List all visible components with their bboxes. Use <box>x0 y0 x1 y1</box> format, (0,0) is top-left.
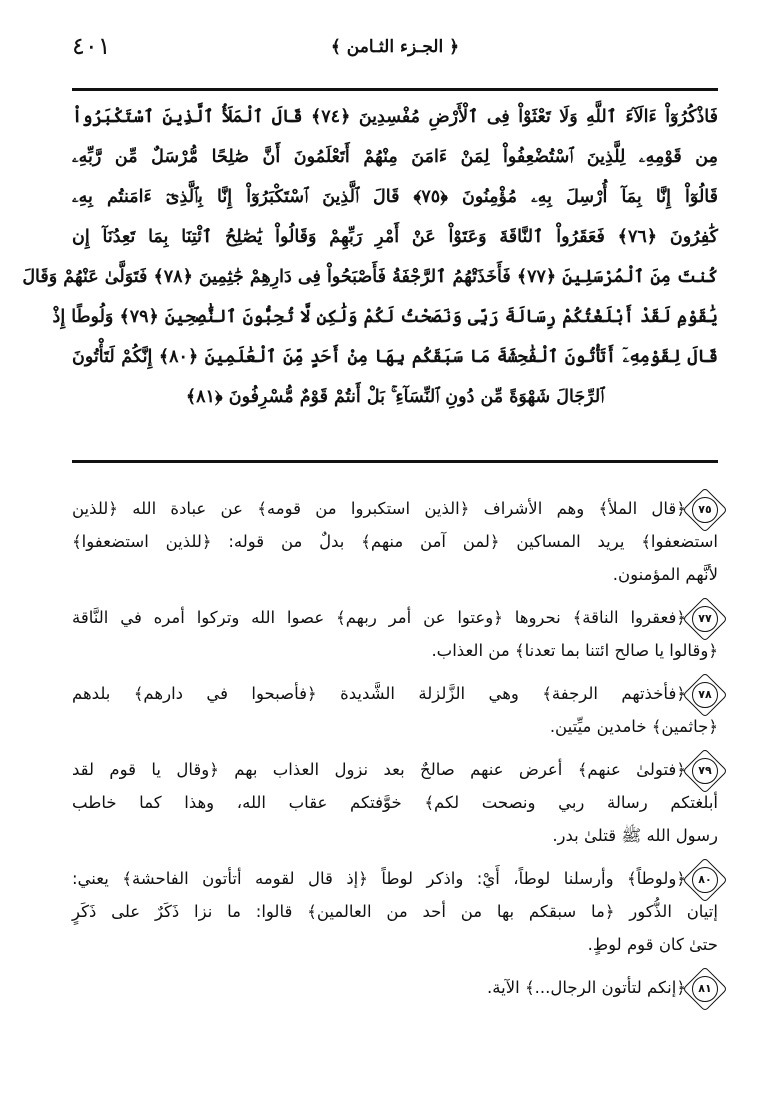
commentary-block <box>72 492 718 1014</box>
commentary-line: أبلغتكم رسالة ربي ونصحت لكم﴾ خوَّفتكم عقاب الله، وهذا كما خاطب <box>72 793 718 812</box>
verse-number-badge: ٨٠ <box>692 867 718 893</box>
top-divider <box>72 88 718 91</box>
quran-line: كَٰفِرُونَ ﴿٧٦﴾ فَعَقَرُواْ ٱلنَّاقَةَ وَعَتَوْاْ عَنْ أَمْرِ رَبِّهِمْ وَقَالُواْ يَٰصَٰلِحُ ٱئْتِنَا بِمَا تَعِدُنَآ إِن <box>72 227 718 247</box>
verse-number-badge: ٨١ <box>692 976 718 1002</box>
quran-line: ٱلرِّجَالَ شَهْوَةً مِّن دُونِ ٱلنِّسَآءِ ۚ بَلْ أَنتُمْ قَوْمٌ مُّسْرِفُونَ ﴿٨١﴾ <box>185 387 605 407</box>
quran-line: فَاذْكُرُوٓاْ ءَالَآءَ ٱللَّهِ وَلَا تَعْثَوْاْ فِى ٱلْأَرْضِ مُفْسِدِينَ ﴿٧٤﴾ قَالَ ٱلْمَلَأُ ٱلَّذِينَ ٱسْتَكْبَرُواْ <box>72 107 718 127</box>
verse-number-badge: ٧٧ <box>692 606 718 632</box>
commentary-line <box>72 971 718 1004</box>
quran-line: مِن قَوْمِهِۦ لِلَّذِينَ ٱسْتُضْعِفُواْ لِمَنْ ءَامَنَ مِنْهُمْ أَتَعْلَمُونَ أَنَّ صَٰلِحًا مُّرْسَلٌ مِّن رَّبِّهِۦ <box>72 147 718 167</box>
commentary-line <box>72 862 718 895</box>
quran-line: قَالَ لِقَوْمِهِۦٓ أَتَأْتُونَ ٱلْفَٰحِشَةَ مَا سَبَقَكُم بِهَا مِنْ أَحَدٍ مِّنَ ٱلْعَٰلَمِينَ ﴿٨٠﴾ إِنَّكُمْ لَتَأْتُونَ <box>72 347 718 367</box>
commentary-line: رسول الله ﷺ قتلىٰ بدر. <box>552 826 718 845</box>
commentary-line: لأنَّهم المؤمنون. <box>612 565 718 584</box>
commentary-line: ﴿جاثمين﴾ خامدين ميِّتين. <box>549 717 718 736</box>
commentary-text: ﴿فتولىٰ عنهم﴾ أعرض عنهم صالحٌ بعد نزول العذاب بهم ﴿وقال يا قوم لقد <box>72 760 686 779</box>
verse-number-badge: ٧٨ <box>692 682 718 708</box>
verse-number-badge: ٧٥ <box>692 497 718 523</box>
quran-text-block <box>22 97 718 417</box>
page-number: ٤٠١ <box>72 32 111 60</box>
commentary-line <box>72 492 718 525</box>
commentary-entry <box>72 677 718 743</box>
commentary-text: ﴿إنكم لتأتون الرجال...﴾ الآية. <box>487 978 686 997</box>
quran-line: قَالُوٓاْ إِنَّا بِمَآ أُرْسِلَ بِهِۦ مُؤْمِنُونَ ﴿٧٥﴾ قَالَ ٱلَّذِينَ ٱسْتَكْبَرُوٓاْ إِنَّا بِٱلَّذِىٓ ءَامَنتُم بِهِۦ <box>72 187 718 207</box>
commentary-text: ﴿قال الملأ﴾ وهم الأشراف ﴿الذين استكبروا من قومه﴾ عن عبادة الله ﴿للذين <box>72 499 686 518</box>
commentary-entry <box>72 862 718 961</box>
commentary-line <box>72 677 718 710</box>
quran-line: يَٰقَوْمِ لَقَدْ أَبْلَغْتُكُمْ رِسَالَةَ رَبِّى وَنَصَحْتُ لَكُمْ وَلَٰكِن لَّا تُحِبُّونَ ٱلنَّٰصِحِينَ ﴿٧٩﴾ وَلُوطًا إِذْ <box>52 307 718 327</box>
commentary-text: ﴿ولوطاً﴾ وأرسلنا لوطاً، أَيْ: واذكر لوطاً ﴿إذ قال لقومه أتأتون الفاحشة﴾ يعني: <box>72 869 686 888</box>
verse-number-badge: ٧٩ <box>692 758 718 784</box>
commentary-line: استضعفوا﴾ يريد المساكين ﴿لمن آمن منهم﴾ بدلٌ من قوله: ﴿للذين استضعفوا﴾ <box>72 532 718 551</box>
commentary-line: ﴿وقالوا يا صالح ائتنا بما تعدنا﴾ من العذاب. <box>431 641 718 660</box>
middle-divider <box>72 460 718 463</box>
commentary-line: إتيان الذُّكور ﴿ما سبقكم بها من أحد من العالمين﴾ قالوا: ما نزا ذَكَرٌ على ذَكَرٍ <box>72 902 718 921</box>
commentary-line <box>72 601 718 634</box>
commentary-entry <box>72 601 718 667</box>
commentary-line: حتىٰ كان قوم لوطٍ. <box>587 935 718 954</box>
juz-title: ﴿ الجـزء الثـامن ﴾ <box>330 37 460 57</box>
quran-line: كُنتَ مِنَ ٱلْمُرْسَلِينَ ﴿٧٧﴾ فَأَخَذَتْهُمُ ٱلرَّجْفَةُ فَأَصْبَحُواْ فِى دَارِهِمْ جَٰثِمِينَ ﴿٧٨﴾ فَتَوَلَّىٰ عَنْهُمْ وَقَالَ <box>22 267 718 287</box>
commentary-entry <box>72 971 718 1004</box>
page-header <box>72 28 718 76</box>
commentary-line <box>72 753 718 786</box>
commentary-entry <box>72 492 718 591</box>
commentary-entry <box>72 753 718 852</box>
commentary-text: ﴿فأخذتهم الرجفة﴾ وهي الزَّلزلة الشَّديدة ﴿فأصبحوا في دارهم﴾ بلدهم <box>72 684 686 703</box>
commentary-text: ﴿فعقروا الناقة﴾ نحروها ﴿وعتوا عن أمر ربهم﴾ عصوا الله وتركوا أمره في النَّاقة <box>72 608 686 627</box>
